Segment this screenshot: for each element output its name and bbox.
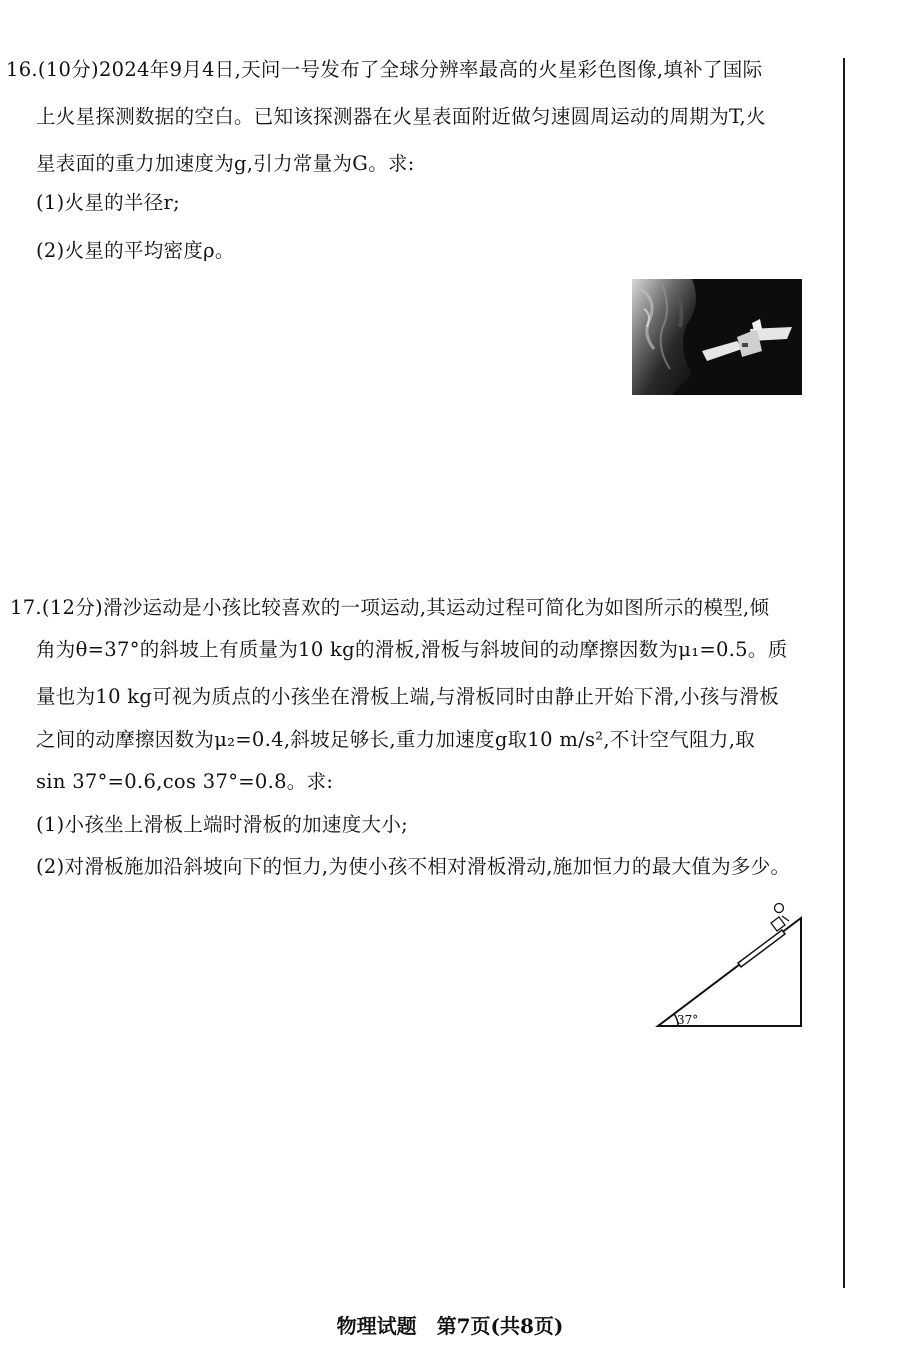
q16-subquestion-1: (1)火星的半径r; xyxy=(36,191,181,214)
q17-line-2: 角为θ=37°的斜坡上有质量为10 kg的滑板,滑板与斜坡间的动摩擦因数为μ₁=0.5。质 xyxy=(36,638,788,661)
sled-board xyxy=(738,930,785,967)
q17-subquestion-2: (2)对滑板施加沿斜坡向下的恒力,为使小孩不相对滑板滑动,施加恒力的最大值为多少。 xyxy=(36,855,791,878)
q16-line-1: 16.(10分)2024年9月4日,天问一号发布了全球分辨率最高的火星彩色图像,填补了国际 xyxy=(6,58,763,81)
q17-line-3: 量也为10 kg可视为质点的小孩坐在滑板上端,与滑板同时由静止开始下滑,小孩与滑板 xyxy=(36,685,780,708)
q16-line-3: 星表面的重力加速度为g,引力常量为G。求: xyxy=(36,152,415,175)
q17-line-5: sin 37°=0.6,cos 37°=0.8。求: xyxy=(36,770,334,793)
mars-probe-photo xyxy=(632,279,802,395)
q17-line-4: 之间的动摩擦因数为μ₂=0.4,斜坡足够长,重力加速度g取10 m/s²,不计空气阻力,取 xyxy=(36,728,756,751)
q17-line-1: 17.(12分)滑沙运动是小孩比较喜欢的一项运动,其运动过程可简化为如图所示的模型,倾 xyxy=(10,596,770,619)
page-footer: 物理试题 第7页(共8页) xyxy=(336,1314,564,1338)
child-body xyxy=(771,917,785,931)
slope-diagram xyxy=(650,893,810,1033)
margin-rule xyxy=(843,58,845,1288)
q16-line-2: 上火星探测数据的空白。已知该探测器在火星表面附近做匀速圆周运动的周期为T,火 xyxy=(36,105,766,128)
angle-label: 37° xyxy=(677,1013,699,1027)
child-head xyxy=(775,904,784,913)
q16-subquestion-2: (2)火星的平均密度ρ。 xyxy=(36,239,235,262)
q17-subquestion-1: (1)小孩坐上滑板上端时滑板的加速度大小; xyxy=(36,813,408,836)
